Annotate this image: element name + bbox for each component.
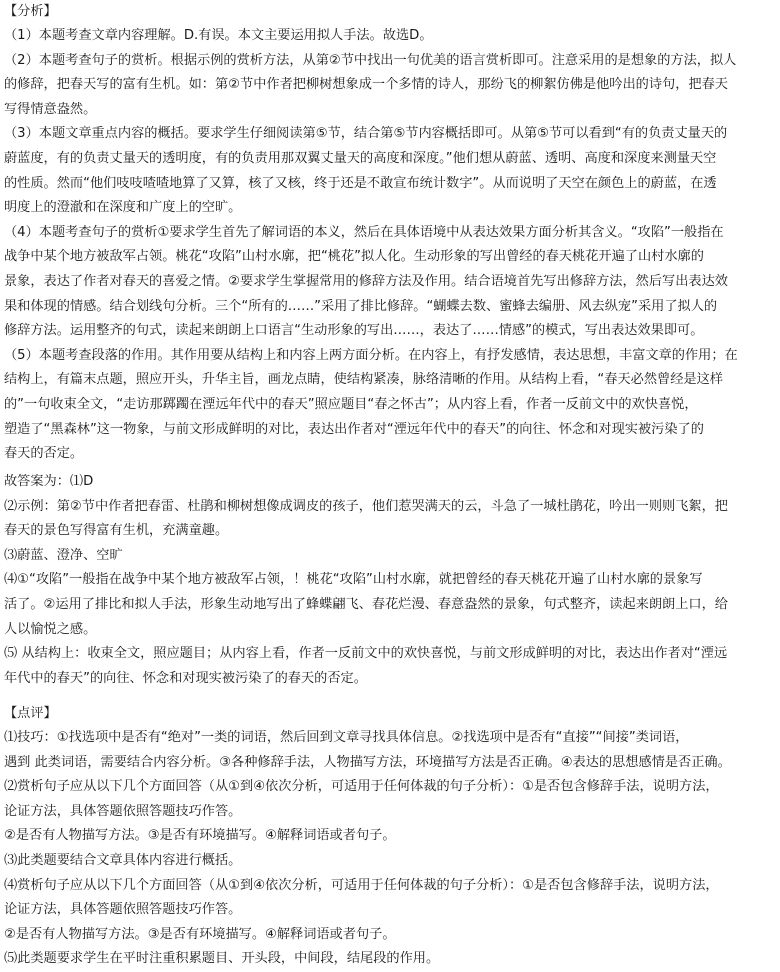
answer-section (0, 470, 778, 691)
text-line: 的”一句收束全文，“走访那踯躅在湮远年代中的春天”照应题目“春之怀古”；从内容上看，作者一反前文中的欢快喜悦， (4, 396, 698, 412)
text-line: ⑵赏析句子应从以下几个方面回答（从①到④依次分析，可适用于任何体裁的句子分析）：①是否包含修辞手法，说明方法， (4, 779, 719, 795)
text-line: 结构上，有篇末点题，照应开头，升华主旨，画龙点睛，使结构紧凑，脉络清晰的作用。从结构上看，“春天必然曾经是这样 (4, 372, 723, 388)
text-line: 的性质。然而“他们吱吱喳喳地算了又算，核了又核，终于还是不敢宣布统计数字”。从而说明了天空在颜色上的蔚蓝，在透 (4, 175, 717, 191)
text-line: 论证方法，具体答题依照答题技巧作答。 (4, 902, 242, 918)
text-line: ②是否有人物描写方法。③是否有环境描写。④解释词语或者句子。 (4, 926, 396, 942)
text-line: ⑶蔚蓝、澄净、空旷 (4, 547, 123, 563)
text-line: 活了。②运用了排比和拟人手法，形象生动地写出了蜂蝶翩飞、春花烂漫、春意盎然的景象，句式整齐，读起来朗朗上口，给 (4, 596, 728, 612)
text-line: ⑷①“攻陷”一般指在战争中某个地方被敌军占领，！桃花“攻陷”山村水廓，就把曾经的春天桃花开遍了山村水廓的景象写 (4, 572, 703, 588)
text-line: 果和体现的情感。结合划线句分析。三个“所有的……”采用了排比修辞。“蝴蝶去数、蜜蜂去编册、风去纵宠”采用了拟人的 (4, 298, 718, 314)
comment-body (4, 726, 778, 972)
text-line: （4）本题考查句子的赏析①要求学生首先了解词语的本义，然后在具体语境中从表达效果方面分析其含义。“攻陷”一般指在 (4, 224, 724, 240)
text-line: 人以愉悦之感。 (4, 621, 97, 637)
text-line: 写得情意盎然。 (4, 101, 97, 117)
text-line: 年代中的春天”的向往、怀念和对现实被污染了的春天的否定。 (4, 670, 367, 686)
text-line: ②是否有人物描写方法。③是否有环境描写。④解释词语或者句子。 (4, 828, 396, 844)
text-line: 故答案为：⑴D (4, 474, 94, 489)
analysis-heading: 【分析】 (4, 4, 57, 19)
text-line: 战争中某个地方被敌军占领。桃花“攻陷”山村水廓，把“桃花”拟人化。生动形象的写出曾经的春天桃花开遍了山村水廓的 (4, 249, 704, 265)
text-line: 论证方法，具体答题依照答题技巧作答。 (4, 803, 242, 819)
text-line: 的修辞，把春天写的富有生机。如：第②节中作者把柳树想象成一个多情的诗人，那纷飞的柳絮仿佛是他吟出的诗句，把春天 (4, 77, 728, 93)
comment-heading: 【点评】 (4, 706, 57, 721)
text-line: 蔚蓝度，有的负责丈量天的透明度，有的负责用那双翼丈量天的高度和深度。”他们想从蔚蓝、透明、高度和深度来测量天空 (4, 150, 717, 166)
text-line: 塑造了“黑森林”这一物象，与前文形成鲜明的对比，表达出作者对“湮远年代中的春天”的向往、怀念和对现实被污染了的 (4, 421, 704, 437)
text-line: ⑴技巧：①找选项中是否有“绝对”一类的词语，然后回到文章寻找具体信息。②找选项中是否有“直接”“间接”类词语， (4, 730, 689, 745)
text-line: ⑶此类题要结合文章具体内容进行概括。 (4, 852, 242, 868)
text-line: （5）本题考查段落的作用。其作用要从结构上和内容上两方面分析。在内容上，有抒发感情，表达思想，丰富文章的作用；在 (4, 347, 738, 363)
text-line: 修辞方法。运用整齐的句式，读起来朗朗上口语言“生动形象的写出……，表达了……情感”的模式，写出表达效果即可。 (4, 323, 704, 339)
answer-body (4, 470, 778, 691)
text-line: 景象，表达了作者对春天的喜爱之情。②要求学生掌握常用的修辞方法及作用。结合语境首先写出修辞方法，然后写出表达效 (4, 273, 728, 289)
text-line: 春天的否定。 (4, 446, 84, 462)
text-line: （1）本题考查文章内容理解。D.有误。本文主要运用拟人手法。故选D。 (4, 28, 433, 43)
text-line: 春天的景色写得富有生机，充满童趣。 (4, 523, 229, 539)
comment-section (0, 702, 778, 972)
analysis-section (0, 0, 778, 467)
text-line: 明度上的澄澈和在深度和广度上的空旷。 (4, 200, 242, 216)
text-line: ⑸此类题要求学生在平时注重积累题目、开头段，中间段，结尾段的作用。 (4, 951, 440, 967)
text-line: ⑵示例：第②节中作者把春雷、杜鹃和柳树想像成调皮的孩子，他们惹哭满天的云，斗急了一城杜鹃花，吟出一则则飞絮，把 (4, 498, 728, 514)
text-line: ⑸ 从结构上：收束全文，照应题目；从内容上看，作者一反前文中的欢快喜悦，与前文形成鲜明的对比，表达出作者对“湮远 (4, 646, 728, 662)
analysis-body (4, 24, 778, 467)
text-line: （2）本题考查句子的赏析。根据示例的赏析方法，从第②节中找出一句优美的语言赏析即可。注意采用的是想象的方法，拟人 (4, 52, 737, 68)
text-line: 遇到 此类词语，需要结合内容分析。③各种修辞手法，人物描写方法，环境描写方法是否正确。④表达的思想感情是否正确。 (4, 754, 731, 770)
text-line: ⑷赏析句子应从以下几个方面回答（从①到④依次分析，可适用于任何体裁的句子分析）：①是否包含修辞手法，说明方法， (4, 877, 719, 893)
text-line: （3）本题文章重点内容的概括。要求学生仔细阅读第⑤节，结合第⑤节内容概括即可。从第⑤节可以看到“有的负责丈量天的 (4, 126, 728, 142)
